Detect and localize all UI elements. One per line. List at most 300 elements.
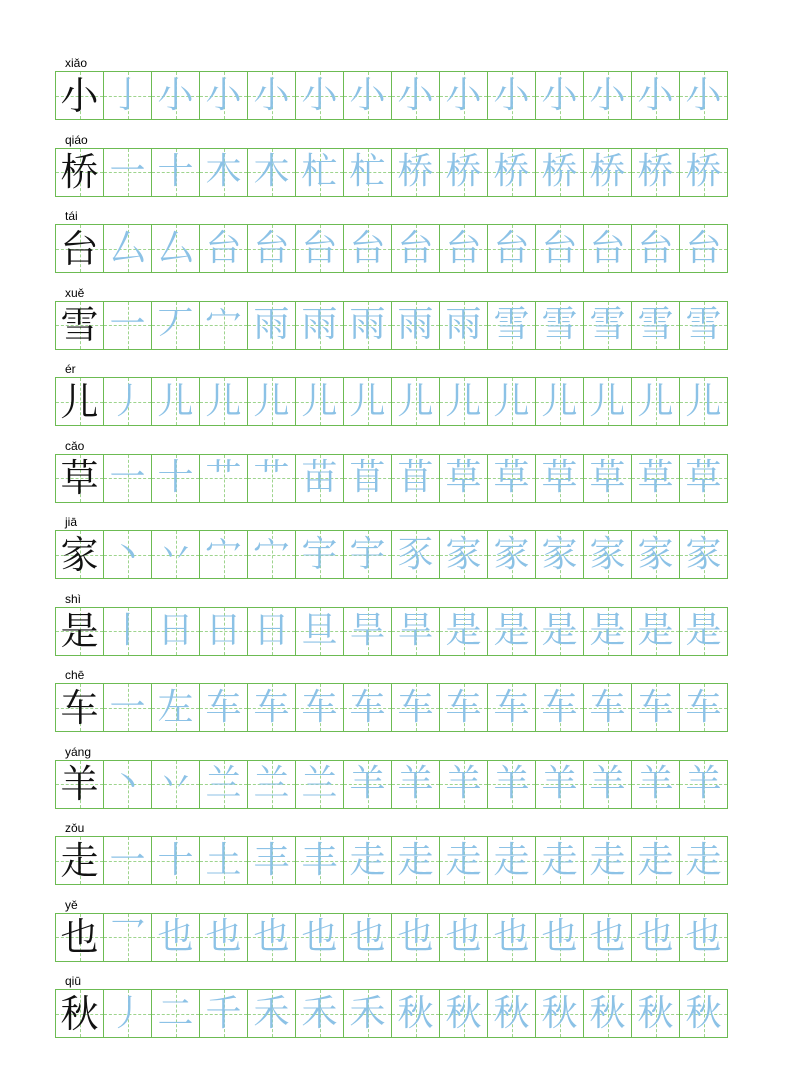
stroke-order-cell	[295, 760, 344, 809]
stroke-step-glyph: 车	[685, 686, 722, 728]
stroke-step-glyph: 也	[253, 916, 290, 957]
stroke-step-glyph: 日	[157, 610, 194, 651]
model-character: 走	[60, 838, 99, 883]
tian-grid-strip	[55, 530, 741, 579]
stroke-step-glyph: 羊	[637, 763, 674, 804]
stroke-step-glyph: 桥	[445, 151, 482, 192]
stroke-step-glyph: 雪	[541, 304, 578, 345]
stroke-step-glyph: 木	[205, 151, 242, 192]
stroke-step-glyph: 小	[637, 74, 674, 116]
stroke-order-cell	[103, 683, 152, 732]
model-character: 雪	[60, 303, 99, 347]
stroke-step-glyph: 儿	[637, 380, 674, 422]
stroke-step-glyph: 车	[445, 686, 482, 728]
character-row	[55, 974, 743, 1051]
stroke-step-glyph: 土	[205, 839, 242, 881]
stroke-order-cell	[295, 989, 344, 1038]
model-character-cell	[55, 71, 104, 120]
stroke-step-glyph: 也	[349, 916, 386, 957]
stroke-order-cell	[535, 71, 584, 120]
stroke-step-glyph: 雨	[349, 304, 386, 345]
stroke-step-glyph: 秋	[685, 992, 722, 1034]
stroke-order-cell	[535, 301, 584, 350]
stroke-step-glyph: 雨	[445, 304, 482, 345]
stroke-step-glyph: 走	[445, 839, 482, 881]
pinyin-label: yě	[65, 897, 78, 912]
stroke-order-cell	[391, 989, 440, 1038]
stroke-step-glyph: 丿	[109, 380, 146, 422]
stroke-order-cell	[679, 683, 728, 732]
stroke-order-cell	[295, 607, 344, 656]
stroke-step-glyph: 丨	[109, 610, 146, 651]
stroke-order-cell	[343, 301, 392, 350]
pinyin-label: jiā	[65, 515, 78, 529]
stroke-order-cell	[439, 760, 488, 809]
stroke-order-cell	[487, 913, 536, 962]
stroke-order-cell	[151, 454, 200, 503]
stroke-step-glyph: 二	[157, 992, 194, 1034]
stroke-step-glyph: 家	[589, 533, 626, 575]
stroke-step-glyph: 秋	[589, 992, 626, 1034]
stroke-order-cell	[199, 454, 248, 503]
stroke-step-glyph: 台	[493, 227, 530, 269]
stroke-order-cell	[631, 836, 680, 885]
stroke-step-glyph: 台	[541, 227, 578, 269]
stroke-step-glyph: 也	[205, 916, 242, 957]
character-row	[55, 56, 743, 133]
stroke-step-glyph: 草	[445, 457, 482, 498]
stroke-order-cell	[295, 913, 344, 962]
character-row	[55, 133, 743, 210]
stroke-order-cell	[247, 683, 296, 732]
stroke-step-glyph: 雨	[397, 304, 434, 345]
stroke-step-glyph: 雨	[301, 304, 338, 345]
stroke-order-cell	[439, 71, 488, 120]
pinyin-label: chē	[65, 668, 85, 682]
stroke-step-glyph: 一	[109, 304, 146, 345]
stroke-order-cell	[631, 301, 680, 350]
stroke-step-glyph: 雪	[637, 304, 674, 345]
stroke-step-glyph: 宀	[205, 304, 242, 345]
stroke-step-glyph: 旱	[397, 610, 434, 651]
stroke-order-cell	[103, 760, 152, 809]
stroke-order-cell	[151, 301, 200, 350]
stroke-order-cell	[583, 607, 632, 656]
stroke-order-cell	[199, 377, 248, 426]
stroke-step-glyph: 是	[445, 610, 482, 651]
stroke-order-cell	[103, 377, 152, 426]
stroke-order-cell	[103, 224, 152, 273]
tian-grid-strip	[55, 683, 741, 732]
model-character-cell	[55, 530, 104, 579]
stroke-step-glyph: 是	[541, 610, 578, 651]
stroke-step-glyph: 小	[541, 74, 578, 116]
stroke-order-cell	[199, 148, 248, 197]
model-character: 儿	[60, 379, 99, 424]
stroke-order-cell	[103, 301, 152, 350]
stroke-step-glyph: 兰	[301, 763, 338, 804]
stroke-step-glyph: 小	[685, 74, 722, 116]
stroke-order-cell	[151, 377, 200, 426]
stroke-order-cell	[391, 71, 440, 120]
tian-grid-strip	[55, 836, 741, 885]
stroke-step-glyph: 桥	[397, 151, 434, 192]
stroke-order-cell	[295, 148, 344, 197]
stroke-step-glyph: 走	[397, 839, 434, 881]
stroke-step-glyph: 走	[685, 839, 722, 881]
stroke-order-cell	[199, 607, 248, 656]
pinyin-label: cǎo	[65, 438, 85, 453]
stroke-order-cell	[247, 148, 296, 197]
stroke-order-cell	[439, 607, 488, 656]
stroke-step-glyph: 丷	[157, 763, 194, 804]
stroke-order-cell	[679, 913, 728, 962]
stroke-step-glyph: 厶	[109, 227, 146, 269]
stroke-order-cell	[631, 377, 680, 426]
model-character: 羊	[60, 762, 99, 806]
stroke-step-glyph: 也	[445, 916, 482, 957]
stroke-order-cell	[199, 71, 248, 120]
stroke-order-cell	[199, 224, 248, 273]
stroke-order-cell	[199, 530, 248, 579]
stroke-order-cell	[535, 224, 584, 273]
stroke-step-glyph: 也	[541, 916, 578, 957]
stroke-step-glyph: 走	[541, 839, 578, 881]
pinyin-label: qiū	[65, 974, 82, 988]
character-row	[55, 821, 743, 898]
stroke-order-cell	[439, 836, 488, 885]
stroke-order-cell	[151, 760, 200, 809]
stroke-step-glyph: 桥	[637, 151, 674, 192]
stroke-order-cell	[487, 760, 536, 809]
stroke-order-cell	[535, 454, 584, 503]
stroke-order-cell	[343, 454, 392, 503]
stroke-step-glyph: 儿	[253, 380, 290, 422]
stroke-order-cell	[487, 683, 536, 732]
stroke-step-glyph: 秋	[397, 992, 434, 1034]
stroke-step-glyph: 儿	[349, 380, 386, 422]
stroke-order-cell	[343, 530, 392, 579]
stroke-order-cell	[247, 301, 296, 350]
stroke-step-glyph: 台	[589, 227, 626, 269]
tian-grid-strip	[55, 148, 741, 197]
stroke-order-cell	[439, 530, 488, 579]
stroke-order-cell	[343, 148, 392, 197]
stroke-order-cell	[631, 989, 680, 1038]
pinyin-label: shì	[65, 591, 82, 606]
stroke-order-cell	[439, 454, 488, 503]
model-character: 秋	[60, 991, 99, 1036]
stroke-order-cell	[103, 913, 152, 962]
stroke-order-cell	[631, 607, 680, 656]
stroke-order-cell	[631, 530, 680, 579]
stroke-step-glyph: 木	[253, 151, 290, 192]
stroke-step-glyph: 十	[157, 151, 194, 192]
stroke-order-cell	[535, 989, 584, 1038]
stroke-order-cell	[295, 224, 344, 273]
stroke-step-glyph: 小	[205, 74, 242, 116]
stroke-order-cell	[535, 530, 584, 579]
stroke-order-cell	[391, 760, 440, 809]
stroke-step-glyph: 儿	[397, 380, 434, 422]
stroke-step-glyph: 家	[445, 533, 482, 575]
character-row	[55, 439, 743, 516]
character-row	[55, 668, 743, 745]
stroke-step-glyph: 宀	[205, 533, 242, 575]
stroke-step-glyph: 台	[349, 227, 386, 269]
stroke-order-cell	[631, 71, 680, 120]
stroke-order-cell	[199, 683, 248, 732]
stroke-step-glyph: 台	[637, 227, 674, 269]
character-row	[55, 898, 743, 975]
stroke-order-cell	[631, 148, 680, 197]
stroke-step-glyph: 丰	[301, 839, 338, 881]
stroke-order-cell	[583, 683, 632, 732]
stroke-step-glyph: 亅	[109, 74, 146, 116]
stroke-step-glyph: 儿	[445, 380, 482, 422]
stroke-order-cell	[439, 301, 488, 350]
stroke-order-cell	[295, 377, 344, 426]
stroke-step-glyph: 小	[397, 74, 434, 116]
stroke-step-glyph: 走	[589, 839, 626, 881]
stroke-step-glyph: 秋	[493, 992, 530, 1034]
stroke-order-cell	[295, 71, 344, 120]
stroke-step-glyph: 台	[301, 227, 338, 269]
stroke-order-cell	[151, 530, 200, 579]
stroke-step-glyph: 禾	[301, 992, 338, 1034]
stroke-step-glyph: 小	[445, 74, 482, 116]
model-character: 车	[60, 685, 99, 730]
stroke-step-glyph: 台	[397, 227, 434, 269]
stroke-order-cell	[391, 683, 440, 732]
tian-grid-strip	[55, 71, 741, 120]
model-character-cell	[55, 989, 104, 1038]
stroke-step-glyph: 丷	[157, 533, 194, 575]
stroke-step-glyph: 丆	[157, 304, 194, 345]
stroke-order-cell	[583, 377, 632, 426]
model-character-cell	[55, 148, 104, 197]
stroke-order-cell	[631, 683, 680, 732]
stroke-order-cell	[343, 989, 392, 1038]
stroke-order-cell	[487, 148, 536, 197]
stroke-order-cell	[151, 683, 200, 732]
stroke-step-glyph: 车	[349, 686, 386, 728]
stroke-order-cell	[151, 989, 200, 1038]
stroke-step-glyph: 走	[493, 839, 530, 881]
stroke-order-cell	[391, 530, 440, 579]
stroke-step-glyph: 儿	[205, 380, 242, 422]
pinyin-label: yáng	[65, 744, 92, 759]
stroke-step-glyph: 桥	[493, 151, 530, 192]
model-character: 也	[60, 915, 99, 959]
stroke-order-cell	[487, 377, 536, 426]
stroke-step-glyph: 小	[493, 74, 530, 116]
stroke-step-glyph: 雨	[253, 304, 290, 345]
stroke-step-glyph: 小	[589, 74, 626, 116]
stroke-step-glyph: 杧	[301, 151, 338, 192]
stroke-order-cell	[247, 530, 296, 579]
pinyin-label: ér	[65, 362, 76, 376]
stroke-step-glyph: 羊	[349, 763, 386, 804]
stroke-step-glyph: 也	[301, 916, 338, 957]
stroke-step-glyph: 秋	[637, 992, 674, 1034]
stroke-order-cell	[199, 301, 248, 350]
stroke-step-glyph: 车	[397, 686, 434, 728]
stroke-order-cell	[583, 454, 632, 503]
stroke-step-glyph: 雪	[589, 304, 626, 345]
model-character: 台	[60, 226, 99, 271]
stroke-step-glyph: 桥	[685, 151, 722, 192]
stroke-step-glyph: 是	[685, 610, 722, 651]
stroke-step-glyph: 丶	[109, 533, 146, 575]
stroke-order-cell	[439, 377, 488, 426]
stroke-step-glyph: 雪	[685, 304, 722, 345]
model-character-cell	[55, 913, 104, 962]
stroke-order-cell	[343, 760, 392, 809]
stroke-order-cell	[679, 224, 728, 273]
stroke-order-cell	[343, 377, 392, 426]
stroke-step-glyph: 一	[109, 151, 146, 192]
stroke-step-glyph: 儿	[493, 380, 530, 422]
stroke-step-glyph: 禾	[349, 992, 386, 1034]
stroke-step-glyph: 苜	[397, 457, 434, 498]
stroke-order-cell	[487, 224, 536, 273]
stroke-step-glyph: 车	[589, 686, 626, 728]
tian-grid-strip	[55, 607, 741, 656]
stroke-order-cell	[199, 913, 248, 962]
stroke-step-glyph: 一	[109, 457, 146, 498]
tian-grid-strip	[55, 301, 741, 350]
stroke-order-cell	[151, 71, 200, 120]
stroke-step-glyph: 兰	[205, 763, 242, 804]
stroke-step-glyph: 苜	[349, 457, 386, 498]
stroke-order-cell	[631, 454, 680, 503]
stroke-order-cell	[583, 530, 632, 579]
stroke-step-glyph: 是	[493, 610, 530, 651]
stroke-step-glyph: 羊	[493, 763, 530, 804]
stroke-order-cell	[343, 224, 392, 273]
stroke-order-cell	[247, 760, 296, 809]
stroke-step-glyph: 丰	[253, 839, 290, 881]
pinyin-label: zǒu	[65, 821, 85, 835]
stroke-step-glyph: 豕	[397, 533, 434, 575]
stroke-step-glyph: 也	[589, 916, 626, 957]
stroke-order-cell	[295, 683, 344, 732]
stroke-step-glyph: 也	[685, 916, 722, 957]
stroke-order-cell	[679, 530, 728, 579]
stroke-order-cell	[391, 377, 440, 426]
stroke-order-cell	[679, 377, 728, 426]
stroke-order-cell	[103, 454, 152, 503]
stroke-step-glyph: 杧	[349, 151, 386, 192]
stroke-step-glyph: 家	[541, 533, 578, 575]
stroke-step-glyph: 儿	[157, 380, 194, 422]
stroke-order-cell	[535, 683, 584, 732]
stroke-order-cell	[343, 836, 392, 885]
stroke-order-cell	[295, 530, 344, 579]
stroke-step-glyph: 草	[541, 457, 578, 498]
stroke-step-glyph: 羊	[397, 763, 434, 804]
stroke-step-glyph: 秋	[541, 992, 578, 1034]
stroke-step-glyph: 丶	[109, 763, 146, 804]
model-character-cell	[55, 607, 104, 656]
model-character-cell	[55, 377, 104, 426]
stroke-step-glyph: 厶	[157, 227, 194, 269]
stroke-step-glyph: 旦	[301, 610, 338, 651]
stroke-order-cell	[247, 989, 296, 1038]
stroke-order-cell	[583, 301, 632, 350]
model-character-cell	[55, 301, 104, 350]
stroke-order-cell	[247, 224, 296, 273]
stroke-order-cell	[295, 454, 344, 503]
character-row	[55, 209, 743, 286]
stroke-step-glyph: 车	[301, 686, 338, 728]
stroke-step-glyph: 家	[493, 533, 530, 575]
stroke-step-glyph: 禾	[253, 992, 290, 1034]
tian-grid-strip	[55, 989, 741, 1038]
stroke-order-cell	[103, 989, 152, 1038]
stroke-step-glyph: 车	[493, 686, 530, 728]
stroke-order-cell	[487, 989, 536, 1038]
tian-grid-strip	[55, 760, 741, 809]
character-row	[55, 745, 743, 822]
stroke-order-cell	[535, 760, 584, 809]
stroke-order-cell	[391, 301, 440, 350]
stroke-step-glyph: 宇	[301, 533, 338, 575]
stroke-step-glyph: 一	[109, 839, 146, 881]
stroke-order-cell	[199, 836, 248, 885]
stroke-step-glyph: 儿	[589, 380, 626, 422]
stroke-step-glyph: 台	[445, 227, 482, 269]
stroke-order-cell	[151, 836, 200, 885]
stroke-step-glyph: 羊	[685, 763, 722, 804]
stroke-step-glyph: 也	[637, 916, 674, 957]
stroke-order-cell	[391, 224, 440, 273]
stroke-order-cell	[487, 530, 536, 579]
stroke-step-glyph: 艹	[253, 457, 290, 498]
stroke-step-glyph: 宀	[253, 533, 290, 575]
worksheet	[55, 56, 743, 1051]
stroke-step-glyph: 羊	[589, 763, 626, 804]
pinyin-label: tái	[65, 209, 78, 223]
model-character: 草	[60, 456, 99, 500]
stroke-order-cell	[103, 530, 152, 579]
stroke-order-cell	[103, 148, 152, 197]
model-character: 小	[60, 73, 99, 118]
stroke-step-glyph: 秋	[445, 992, 482, 1034]
stroke-step-glyph: 小	[301, 74, 338, 116]
stroke-step-glyph: 草	[637, 457, 674, 498]
stroke-order-cell	[679, 301, 728, 350]
stroke-order-cell	[487, 71, 536, 120]
model-character-cell	[55, 454, 104, 503]
stroke-step-glyph: 儿	[541, 380, 578, 422]
stroke-order-cell	[583, 71, 632, 120]
stroke-step-glyph: 十	[157, 457, 194, 498]
stroke-step-glyph: 车	[637, 686, 674, 728]
stroke-order-cell	[535, 148, 584, 197]
stroke-step-glyph: 羊	[541, 763, 578, 804]
stroke-order-cell	[535, 377, 584, 426]
stroke-order-cell	[439, 913, 488, 962]
tian-grid-strip	[55, 454, 741, 503]
stroke-order-cell	[535, 836, 584, 885]
stroke-step-glyph: 走	[637, 839, 674, 881]
stroke-order-cell	[487, 301, 536, 350]
stroke-order-cell	[103, 836, 152, 885]
stroke-order-cell	[679, 989, 728, 1038]
stroke-order-cell	[391, 454, 440, 503]
